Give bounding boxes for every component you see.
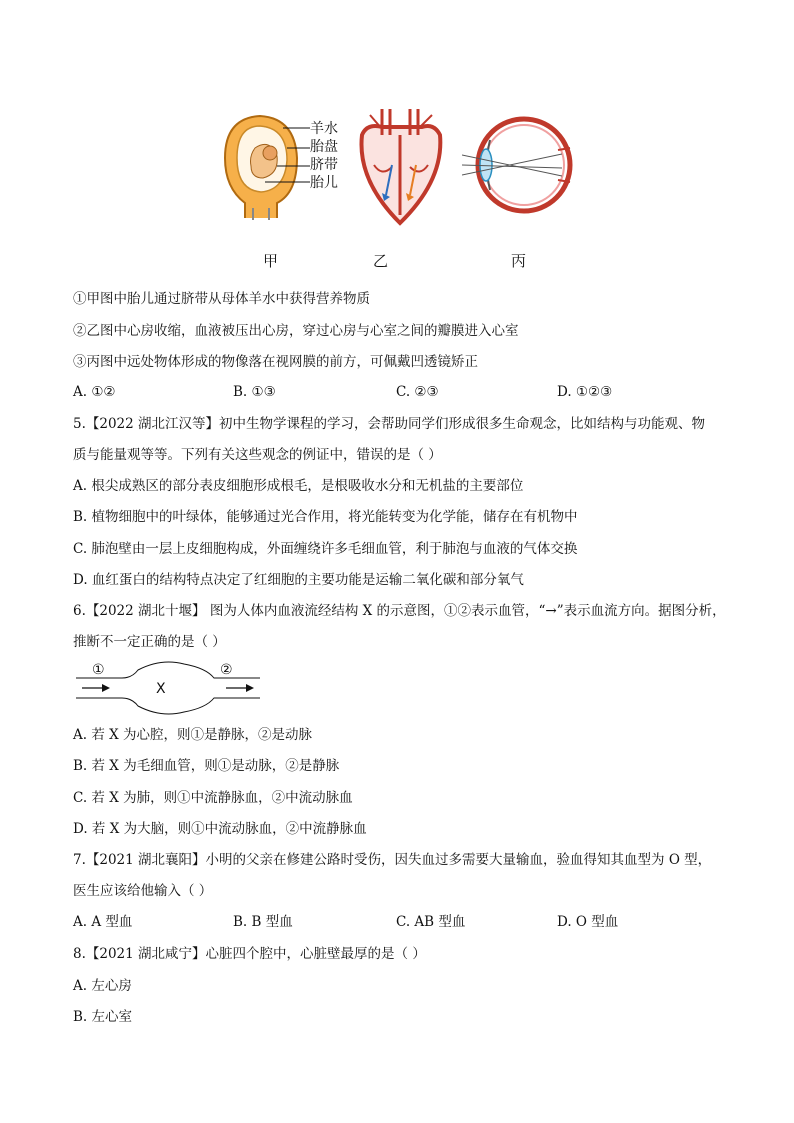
q7-option-c[interactable]: C. AB 型血 xyxy=(396,914,466,930)
q7-stem-line-2: 医生应该给他输入（ ） xyxy=(73,883,213,899)
heart-diagram xyxy=(352,105,452,230)
q4-option-c[interactable]: C. ②③ xyxy=(396,384,439,400)
q6-stem-line-2: 推断不一定正确的是（ ） xyxy=(73,634,226,650)
q6-option-a[interactable]: A. 若 X 为心腔，则①是静脉，②是动脉 xyxy=(73,727,313,743)
q5-option-c[interactable]: C. 肺泡壁由一层上皮细胞构成，外面缠绕许多毛细血管，利于肺泡与血液的气体交换 xyxy=(73,541,578,557)
fetus-labels xyxy=(310,120,338,192)
vessel-2-label: ② xyxy=(220,662,233,678)
vessel-1-label: ① xyxy=(92,662,105,678)
q6-option-b[interactable]: B. 若 X 为毛细血管，则①是动脉，②是静脉 xyxy=(73,758,340,774)
label-umbilical-cord: 脐带 xyxy=(310,157,338,173)
q7-option-b[interactable]: B. B 型血 xyxy=(233,914,293,930)
q4-option-b[interactable]: B. ①③ xyxy=(233,384,276,400)
label-fetus: 胎儿 xyxy=(310,175,338,191)
q4-statement-3: ③丙图中远处物体形成的物像落在视网膜的前方，可佩戴凹透镜矫正 xyxy=(73,354,478,370)
structure-x-label: X xyxy=(156,681,166,697)
caption-yi: 乙 xyxy=(373,252,389,270)
q5-option-d[interactable]: D. 血红蛋白的结构特点决定了红细胞的主要功能是运输二氧化碳和部分氧气 xyxy=(73,572,524,588)
q4-statement-2: ②乙图中心房收缩，血液被压出心房，穿过心房与心室之间的瓣膜进入心室 xyxy=(73,323,519,339)
q7-stem-line-1: 7.【2021 湖北襄阳】小明的父亲在修建公路时受伤，因失血过多需要大量输血，验血得知其血型为 O 型， xyxy=(73,852,712,868)
q7-option-d[interactable]: D. O 型血 xyxy=(557,914,619,930)
q8-stem-line-1: 8.【2021 湖北咸宁】心脏四个腔中，心脏壁最厚的是（ ） xyxy=(73,946,426,962)
q5-stem-line-1: 5.【2022 湖北江汉等】初中生物学课程的学习，会帮助同学们形成很多生命观念，比如结构与功能观、物 xyxy=(73,416,706,432)
caption-bing: 丙 xyxy=(511,252,527,270)
blood-flow-diagram xyxy=(76,660,266,716)
q4-statement-1: ①甲图中胎儿通过脐带从母体羊水中获得营养物质 xyxy=(73,291,370,307)
q6-option-d[interactable]: D. 若 X 为大脑，则①中流动脉血，②中流静脉血 xyxy=(73,821,367,837)
label-placenta: 胎盘 xyxy=(310,139,338,155)
eye-diagram xyxy=(462,110,577,220)
q5-option-b[interactable]: B. 植物细胞中的叶绿体，能够通过光合作用，将光能转变为化学能，储存在有机物中 xyxy=(73,509,578,525)
q5-stem-line-2: 质与能量观等等。下列有关这些观念的例证中，错误的是（ ） xyxy=(73,447,442,463)
q6-option-c[interactable]: C. 若 X 为肺，则①中流静脉血，②中流动脉血 xyxy=(73,790,353,806)
q7-option-a[interactable]: A. A 型血 xyxy=(73,914,133,930)
q8-option-a[interactable]: A. 左心房 xyxy=(73,978,132,994)
caption-jia: 甲 xyxy=(263,252,279,270)
label-amniotic-fluid: 羊水 xyxy=(310,121,338,137)
q8-option-b[interactable]: B. 左心室 xyxy=(73,1009,133,1025)
q4-option-d[interactable]: D. ①②③ xyxy=(557,384,613,400)
q5-option-a[interactable]: A. 根尖成熟区的部分表皮细胞形成根毛，是根吸收水分和无机盐的主要部位 xyxy=(73,478,524,494)
q6-stem-line-1: 6.【2022 湖北十堰】 图为人体内血液流经结构 X 的示意图，①②表示血管，“→”表示血流方向。据图分析， xyxy=(73,603,726,619)
q4-option-a[interactable]: A. ①② xyxy=(73,384,116,400)
